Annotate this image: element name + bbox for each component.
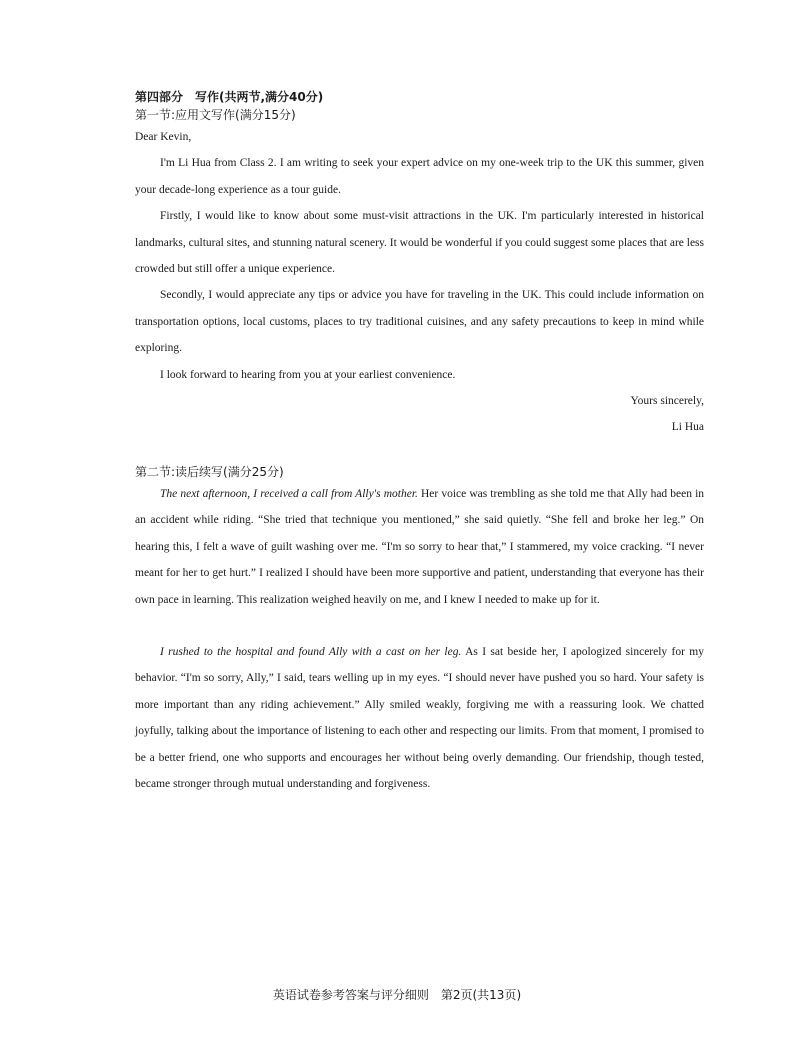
letter-signature: Li Hua — [671, 421, 704, 434]
continuation-paragraph-1 — [135, 481, 704, 613]
section1-title: 第一节:应用文写作(满分15分) — [135, 108, 296, 122]
page-content — [135, 88, 704, 797]
letter-paragraph-3: Secondly, I would appreciate any tips or advice you have for traveling in the UK. This could include information on transportation options, local customs, places to try traditional cuisines, and any safety precautions to keep in mind while exploring. — [135, 289, 704, 355]
letter-salutation: Dear Kevin, — [135, 131, 192, 143]
letter-closing: Yours sincerely, — [630, 395, 704, 408]
letter-paragraph-2: Firstly, I would like to know about some must-visit attractions in the UK. I'm particularly interested in historical landmarks, cultural sites, and stunning natural scenery. It would be wonderful if you could suggest some places that are less crowded but still offer a unique experience. — [135, 210, 704, 276]
paragraph-1-body: Her voice was trembling as she told me that Ally had been in an accident while riding. “She tried that technique you mentioned,” she said quietly. “She fell and broke her leg.” On hearing this, I felt a wave of guilt washing over me. “I'm so sorry to hear that,” I stammered, my voice cracking. “I never meant for her to get hurt.” I realized I should have been more supportive and patient, understanding that everyone has their own pace in learning. This realization weighed heavily on me, and I knew I needed to make up for it. — [135, 487, 705, 606]
letter-paragraph-1: I'm Li Hua from Class 2. I am writing to seek your expert advice on my one-week trip to the UK this summer, given your decade-long experience as a tour guide. — [135, 157, 704, 196]
page-footer: 英语试卷参考答案与评分细则 第2页(共13页) — [272, 988, 522, 1002]
section2-title: 第二节:读后续写(满分25分) — [135, 464, 284, 479]
paragraph-2-lead-sentence: I rushed to the hospital and found Ally with a cast on her leg. — [160, 645, 462, 658]
paragraph-2-body: As I sat beside her, I apologized sincerely for my behavior. “I'm so sorry, Ally,” I said, tears welling up in my eyes. “I should never have pushed you so hard. Your safety is more important than any riding achievement.” Ally smiled weakly, forgiving me with a reassuring look. We chatted joyfully, talking about the importance of listening to each other and respecting our limits. From that moment, I promised to be a better friend, one who supports and encourages her without being overly demanding. Our friendship, though tested, became stronger through mutual understanding and forgiveness. — [135, 645, 704, 790]
paragraph-1-lead-sentence: The next afternoon, I received a call from Ally's mother. — [160, 487, 418, 500]
letter-paragraph-4: I look forward to hearing from you at your earliest convenience. — [160, 368, 456, 381]
continuation-paragraph-2 — [135, 639, 704, 797]
part-title: 第四部分 写作(共两节,满分40分) — [135, 90, 324, 104]
